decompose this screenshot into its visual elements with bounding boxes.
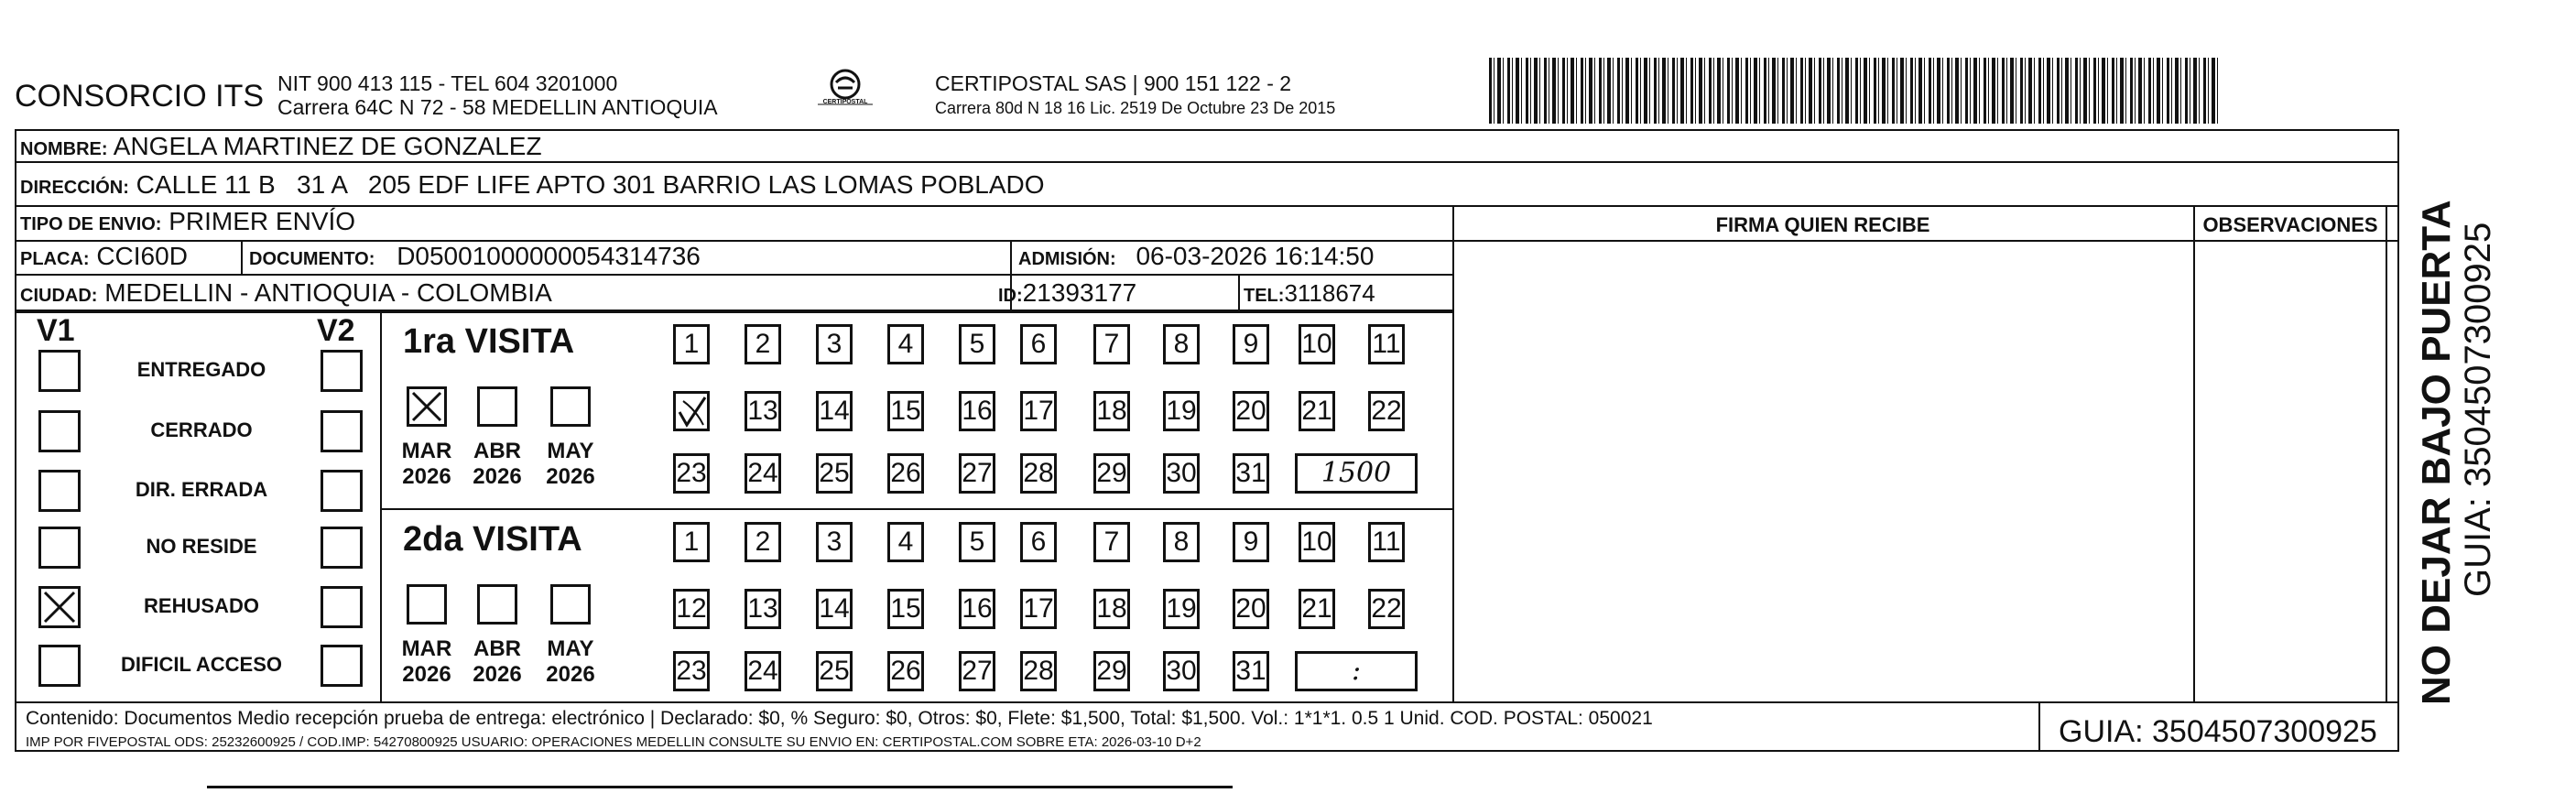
documento-row [249,242,701,274]
check-x-icon [409,389,444,424]
visit-title: 1ra VISITA [403,322,575,361]
visit-day-box[interactable]: 5 [959,324,995,364]
certipostal-address: Carrera 80d N 18 16 Lic. 2519 De Octubre 23 De 2015 [935,99,1336,117]
visit-day-box[interactable]: 30 [1163,453,1200,494]
nombre-row [20,132,542,164]
side-guia: GUIA: 3504507300925 [2458,222,2498,597]
status-v1-checkbox[interactable] [38,470,81,512]
tipo-envio-row [20,207,355,239]
visit-month-label [538,439,603,490]
status-label: REHUSADO [144,594,259,617]
placa-label: PLACA: [20,249,90,269]
visit-day-box[interactable]: 1 [673,324,710,364]
month-name: MAY [547,439,594,463]
month-year: 2026 [546,464,595,489]
company-address: Carrera 64C N 72 - 58 MEDELLIN ANTIOQUIA [277,95,718,119]
status-v2-checkbox[interactable] [321,470,363,512]
visit-month-checkbox[interactable] [477,386,517,427]
visit-day-box[interactable]: 29 [1093,651,1130,691]
visit-day-box[interactable]: 19 [1163,589,1200,629]
nombre-value: ANGELA MARTINEZ DE GONZALEZ [113,132,542,160]
visit-day-box[interactable]: 25 [816,651,853,691]
ciudad-row [20,278,552,310]
visit-day-box[interactable]: 3 [816,324,853,364]
visit-month-label [464,439,530,490]
status-v2-checkbox[interactable] [321,527,363,569]
visit-day-box[interactable]: 6 [1020,522,1057,562]
visit-day-box[interactable]: 13 [745,589,781,629]
visit-day-box[interactable]: 4 [887,324,924,364]
certipostal-logo-text: CERTIPOSTAL [822,99,868,105]
visit-day-box[interactable]: 6 [1020,324,1057,364]
company-name: CONSORCIO ITS [15,79,265,114]
visit-day-box[interactable]: 11 [1368,324,1405,364]
month-name: MAR [401,636,452,661]
admision-label: ADMISIÓN: [1018,249,1116,269]
footer-guia: GUIA: 3504507300925 [2059,714,2377,749]
visit-day-box[interactable] [673,391,710,431]
visit-month-checkbox[interactable] [477,584,517,625]
visit-day-box[interactable]: 31 [1233,651,1269,691]
month-year: 2026 [402,662,451,687]
direccion-value: CALLE 11 B 31 A 205 EDF LIFE APTO 301 BARRIO LAS LOMAS POBLADO [136,170,1045,199]
status-v1-checkbox[interactable] [38,350,81,392]
visit-day-box[interactable]: 1 [673,522,710,562]
visit-day-box[interactable]: 18 [1093,589,1130,629]
visit-day-box[interactable]: 13 [745,391,781,431]
visit-month-label [394,439,460,490]
month-name: ABR [473,439,521,463]
nombre-label: NOMBRE: [20,139,108,159]
visit-day-box[interactable]: 14 [816,391,853,431]
visit-day-box[interactable]: 27 [959,453,995,494]
visit-day-box[interactable]: 16 [959,589,995,629]
visit-day-box[interactable]: 17 [1020,391,1057,431]
month-year: 2026 [546,662,595,687]
visit-day-box[interactable]: 18 [1093,391,1130,431]
status-label: ENTREGADO [136,358,266,381]
visit-day-box[interactable]: 2 [745,324,781,364]
visit-month-label [464,636,530,688]
v2-header: V2 [317,313,355,348]
visit-day-box[interactable]: 14 [816,589,853,629]
visit-day-box[interactable]: 7 [1093,324,1130,364]
visit-day-box[interactable]: 3 [816,522,853,562]
month-name: MAR [401,439,452,463]
barcode [1489,58,2222,124]
visit-day-box[interactable]: 19 [1163,391,1200,431]
direccion-label: DIRECCIÓN: [20,178,129,198]
visit-day-box[interactable]: 9 [1233,324,1269,364]
status-v2-checkbox[interactable] [321,586,363,628]
tel-value: 3118674 [1284,279,1375,307]
visit-day-box[interactable]: 9 [1233,522,1269,562]
placa-value: CCI60D [96,242,188,270]
visit-day-box[interactable]: 22 [1368,391,1405,431]
side-text [2372,156,2509,705]
tipo-envio-value: PRIMER ENVÍO [168,207,356,235]
visit-day-box[interactable]: 11 [1368,522,1405,562]
footer-info-line: IMP POR FIVEPOSTAL ODS: 25232600925 / COD.IMP: 54270800925 USUARIO: OPERACIONES MEDELLIN CONSULTE SU ENVIO EN: CERTIPOSTAL.COM SOBRE ETA: 2026-03-10 D+2 [26,734,1201,750]
ciudad-label: CIUDAD: [20,286,98,306]
status-v2-checkbox[interactable] [321,410,363,452]
certipostal-logo-icon [813,68,877,114]
v1-header: V1 [37,313,75,348]
visit-day-box[interactable]: 15 [887,589,924,629]
admision-row [1018,242,1374,274]
status-v2-checkbox[interactable] [321,350,363,392]
visit-day-box[interactable]: 20 [1233,589,1269,629]
visit-month-label [394,636,460,688]
visit-day-box[interactable]: 27 [959,651,995,691]
status-v1-checkbox[interactable] [38,527,81,569]
visit-day-box[interactable]: 28 [1020,453,1057,494]
visit-time-box[interactable]: : [1295,651,1418,691]
visit-day-box[interactable]: 23 [673,651,710,691]
visit-day-box[interactable]: 23 [673,453,710,494]
check-x-icon [41,589,78,625]
visit-month-checkbox[interactable] [407,386,447,427]
month-name: ABR [473,636,521,661]
status-label: NO RESIDE [146,535,257,558]
id-row [998,278,1136,310]
tel-label: TEL: [1244,286,1285,306]
visit-day-box[interactable]: 5 [959,522,995,562]
status-label: DIR. ERRADA [135,478,268,501]
visit-day-box[interactable]: 22 [1368,589,1405,629]
status-v1-checkbox[interactable] [38,586,81,628]
month-year: 2026 [473,464,522,489]
visit-month-label [538,636,603,688]
status-v1-checkbox[interactable] [38,645,81,687]
visit-day-box[interactable]: 8 [1163,324,1200,364]
month-name: MAY [547,636,594,661]
documento-value: D05001000000054314736 [397,242,701,270]
tipo-envio-label: TIPO DE ENVIO: [20,214,162,234]
id-label: ID: [998,286,1023,306]
visit-day-box[interactable]: 24 [745,651,781,691]
visit-month-checkbox[interactable] [550,386,591,427]
scan-edge-line [207,786,1233,788]
visit-day-box[interactable]: 10 [1299,522,1335,562]
observaciones-header: OBSERVACIONES [2202,213,2378,236]
visit-month-checkbox[interactable] [550,584,591,625]
status-v2-checkbox[interactable] [321,645,363,687]
visit-day-box[interactable]: 21 [1299,391,1335,431]
direccion-row [20,170,1045,202]
visit-day-box[interactable]: 10 [1299,324,1335,364]
visit-day-box[interactable]: 29 [1093,453,1130,494]
visit-day-box[interactable]: 15 [887,391,924,431]
ciudad-value: MEDELLIN - ANTIOQUIA - COLOMBIA [104,278,552,307]
visit-day-box[interactable]: 20 [1233,391,1269,431]
status-label: CERRADO [150,418,253,441]
month-year: 2026 [402,464,451,489]
visit-day-box[interactable]: 7 [1093,522,1130,562]
visit-day-box[interactable]: 26 [887,453,924,494]
documento-label: DOCUMENTO: [249,249,375,269]
admision-value: 06-03-2026 16:14:50 [1136,242,1375,270]
visit-day-box[interactable]: 4 [887,522,924,562]
firma-header: FIRMA QUIEN RECIBE [1715,213,1930,236]
footer-content-line: Contenido: Documentos Medio recepción prueba de entrega: electrónico | Declarado: $0, % Seguro: $0, Otros: $0, Flete: $1,500, Total: $1,500. Vol.: 1*1*1. 0.5 1 Unid. COD. POSTAL: 050021 [26,708,1653,729]
visit-day-box[interactable]: 25 [816,453,853,494]
visit-day-box[interactable]: 28 [1020,651,1057,691]
certipostal-name: CERTIPOSTAL SAS | 900 151 122 - 2 [935,71,1292,95]
visit-time-box[interactable]: 1500 [1295,453,1418,494]
status-label: DIFICIL ACCESO [120,653,282,676]
visit-day-box[interactable]: 17 [1020,589,1057,629]
certipostal-logo [813,68,877,114]
status-v1-checkbox[interactable] [38,410,81,452]
visit-day-box[interactable]: 2 [745,522,781,562]
handwritten-check-icon [676,394,709,430]
visit-day-box[interactable]: 24 [745,453,781,494]
visit-day-box[interactable]: 30 [1163,651,1200,691]
month-year: 2026 [473,662,522,687]
id-value: 21393177 [1022,278,1137,307]
placa-row [20,242,188,274]
no-dejar-bajo-puerta: NO DEJAR BAJO PUERTA [2414,200,2459,705]
visit-title: 2da VISITA [403,520,582,559]
visit-day-box[interactable]: 21 [1299,589,1335,629]
visit-day-box[interactable]: 12 [673,589,710,629]
visit-month-checkbox[interactable] [407,584,447,625]
visit-day-box[interactable]: 31 [1233,453,1269,494]
visit-day-box[interactable]: 16 [959,391,995,431]
visit-day-box[interactable]: 26 [887,651,924,691]
visit-day-box[interactable]: 8 [1163,522,1200,562]
tel-row [1244,278,1375,310]
company-nit: NIT 900 413 115 - TEL 604 3201000 [277,71,618,95]
